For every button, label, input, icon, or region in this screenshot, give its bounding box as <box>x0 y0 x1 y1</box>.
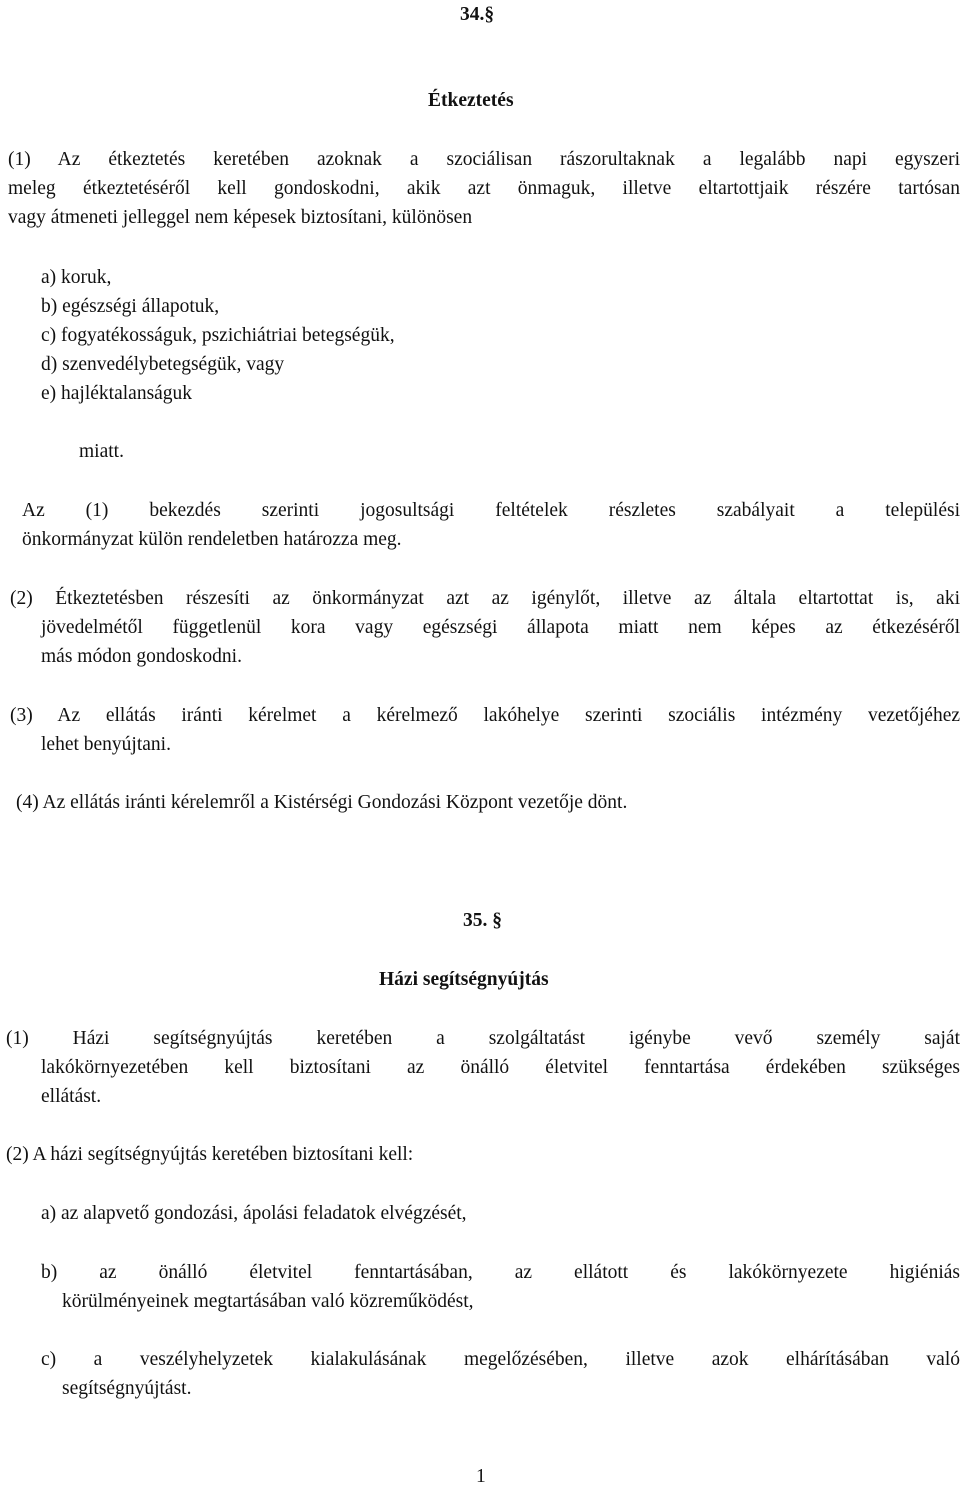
s35-item-a: a) az alapvető gondozási, ápolási feladatok elvégzését, <box>41 1203 467 1224</box>
s34-list <box>41 263 395 408</box>
s35-paragraph-2: (2) A házi segítségnyújtás keretében biztosítani kell: <box>6 1144 414 1165</box>
s34-p1b-line-1: Az (1) bekezdés szerinti jogosultsági feltételek részletes szabályait a települési <box>22 500 960 521</box>
list-item: e) hajléktalanságuk <box>41 383 193 404</box>
s35-p1-line-2: lakókörnyezetében kell biztosítani az önálló életvitel fenntartása érdekében szükséges <box>41 1057 960 1078</box>
s35-paragraph-1 <box>6 1024 960 1111</box>
s34-paragraph-1 <box>8 145 960 232</box>
s34-p1-line-3: vagy átmeneti jelleggel nem képesek biztosítani, különösen <box>8 207 473 228</box>
section-35-number: 35. § <box>463 910 502 931</box>
s35-item-b <box>41 1258 960 1316</box>
s34-p1b-line-2: önkormányzat külön rendeletben határozza meg. <box>22 529 402 550</box>
s34-p3-line-1: (3) Az ellátás iránti kérelmet a kérelmező lakóhelye szerinti szociális intézmény vezetőjéhez <box>10 705 960 726</box>
s35-p1-line-3: ellátást. <box>41 1086 102 1107</box>
s35-p1-line-1: (1) Házi segítségnyújtás keretében a szolgáltatást igénybe vevő személy saját <box>6 1028 960 1049</box>
list-item: c) fogyatékosságuk, pszichiátriai betegségük, <box>41 325 395 346</box>
list-item: d) szenvedélybetegségük, vagy <box>41 354 285 375</box>
s35-b-line-2: körülményeinek megtartásában való közreműködést, <box>62 1291 474 1312</box>
s35-b-line-1: b) az önálló életvitel fenntartásában, az ellátott és lakókörnyezete higiéniás <box>41 1262 960 1283</box>
list-item: a) koruk, <box>41 267 112 288</box>
section-34-title: Étkeztetés <box>428 90 514 111</box>
s34-p2-line-3: más módon gondoskodni. <box>41 646 242 667</box>
s34-p2-line-2: jövedelmétől függetlenül kora vagy egészségi állapota miatt nem képes az étkezéséről <box>41 617 960 638</box>
list-item: b) egészségi állapotuk, <box>41 296 220 317</box>
s34-paragraph-4: (4) Az ellátás iránti kérelemről a Kistérségi Gondozási Központ vezetője dönt. <box>16 792 628 813</box>
section-35-title: Házi segítségnyújtás <box>379 969 549 990</box>
s34-paragraph-3 <box>10 701 960 759</box>
section-34-number: 34.§ <box>460 4 495 25</box>
s34-p1-line-2: meleg étkeztetéséről kell gondoskodni, akik azt önmaguk, illetve eltartottjaik részére tartósan <box>8 178 960 199</box>
s34-p2-line-1: (2) Étkeztetésben részesíti az önkormányzat azt az igénylőt, illetve az általa eltartottat is, aki <box>10 588 960 609</box>
s34-p1-line-1: (1) Az étkeztetés keretében azoknak a szociálisan rászorultaknak a legalább napi egyszeri <box>8 149 960 170</box>
s34-paragraph-1b <box>22 496 960 554</box>
s34-p3-line-2: lehet benyújtani. <box>41 734 171 755</box>
s35-c-line-2: segítségnyújtást. <box>62 1378 192 1399</box>
s34-paragraph-2 <box>10 584 960 671</box>
s35-item-c <box>41 1345 960 1403</box>
s34-miatt: miatt. <box>79 441 124 462</box>
s35-c-line-1: c) a veszélyhelyzetek kialakulásának megelőzésében, illetve azok elhárításában való <box>41 1349 960 1370</box>
page-number: 1 <box>476 1466 486 1487</box>
